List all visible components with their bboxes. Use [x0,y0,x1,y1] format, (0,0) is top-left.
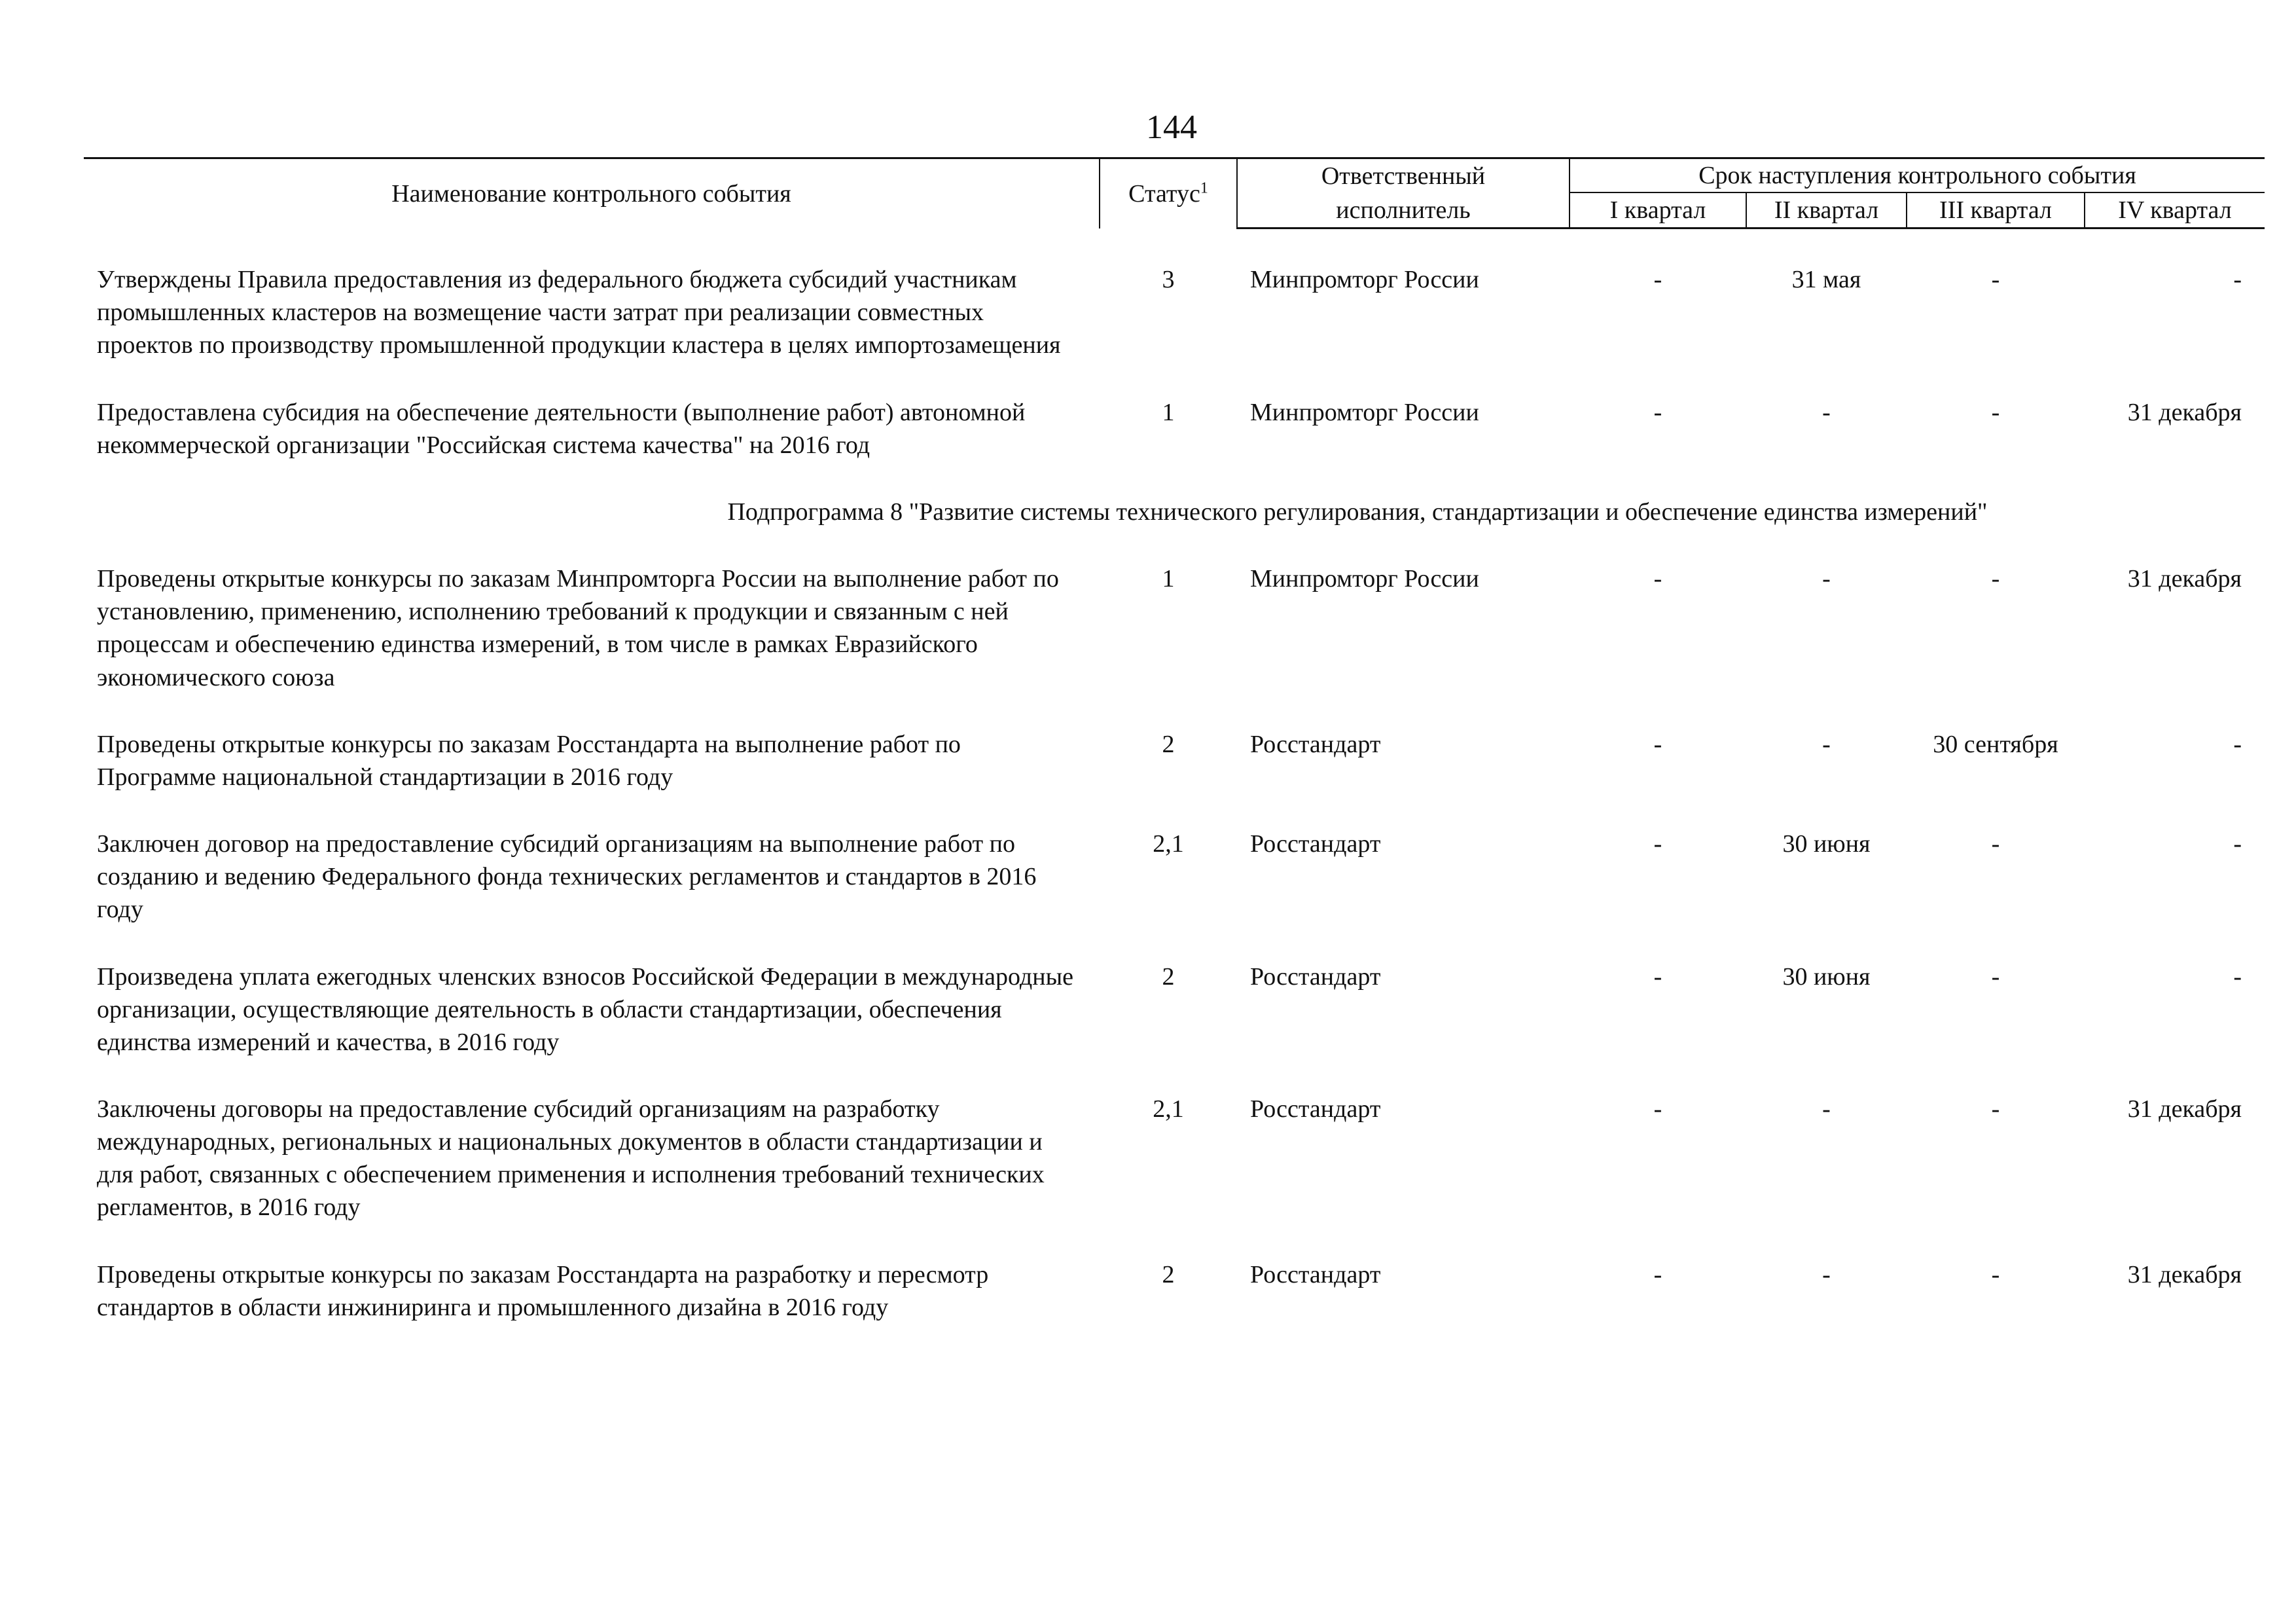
event-q3: - [1991,1260,2000,1288]
header-status-footnote: 1 [1200,179,1208,197]
event-q1: - [1653,830,1662,858]
table-row [84,263,2265,361]
event-q3: - [1991,398,2000,426]
event-q4: - [2233,830,2242,858]
event-q3: - [1991,962,2000,991]
header-executor-line1: Ответственный [1237,158,1570,193]
event-q3: - [1991,565,2000,593]
event-q1: - [1653,962,1662,991]
event-executor: Росстандарт [1250,1260,1381,1288]
table-row [84,1093,2265,1224]
table-row [84,562,2265,694]
event-name: Проведены открытые конкурсы по заказам Минпромторга России на выполнение работ по установлению, применению, исполнению требований к продукции и связанным с ней процессам и обеспечению единства измерений, в том числе в рамках Евразийского экономического союза [97,565,1059,691]
header-period: Срок наступления контрольного события [1570,158,2265,193]
event-status: 1 [1162,398,1175,426]
event-status: 2 [1162,730,1175,758]
event-q1: - [1653,266,1662,294]
table-row [84,960,2265,1059]
event-q2: 30 июня [1782,962,1871,991]
table-row [84,828,2265,926]
event-status: 2,1 [1153,1095,1184,1123]
event-q3: 30 сентября [1933,730,2058,758]
event-executor: Росстандарт [1250,1095,1381,1123]
event-name: Заключен договор на предоставление субсидий организациям на выполнение работ по созданию и ведению Федерального фонда технических регламентов и стандартов в 2016 году [97,830,1037,924]
header-status [1100,158,1237,228]
event-name: Произведена уплата ежегодных членских взносов Российской Федерации в международные организации, осуществляющие деятельность в области стандартизации, обеспечения единства измерений и качества, в 2016 году [97,962,1073,1056]
event-q4: - [2233,962,2242,991]
event-q4: - [2233,730,2242,758]
header-q3: III квартал [1907,192,2085,228]
event-q2: - [1822,1260,1831,1288]
event-executor: Минпромторг России [1250,266,1479,294]
event-q1: - [1653,1095,1662,1123]
event-name: Заключены договоры на предоставление субсидий организациям на разработку международных, региональных и национальных документов в области стандартизации и для работ, связанных с обеспечением применения и исполнения требований технических регламентов, в 2016 году [97,1095,1045,1222]
event-q2: - [1822,730,1831,758]
event-name: Проведены открытые конкурсы по заказам Росстандарта на разработку и пересмотр стандартов в области инжиниринга и промышленного дизайна в 2016 году [97,1260,989,1321]
event-executor: Росстандарт [1250,962,1381,991]
event-q4: 31 декабря [2127,1095,2242,1123]
table-body-second [84,562,2265,1358]
event-q2: - [1822,565,1831,593]
header-q4: IV квартал [2085,192,2265,228]
event-q2: 31 мая [1791,266,1861,294]
event-q2: - [1822,1095,1831,1123]
control-events-table [84,157,2265,1358]
event-name: Предоставлена субсидия на обеспечение деятельности (выполнение работ) автономной некоммерческой организации "Российская система качества" на 2016 год [97,398,1026,459]
event-executor: Минпромторг России [1250,398,1479,426]
header-name: Наименование контрольного события [84,158,1100,228]
header-q1: I квартал [1570,192,1746,228]
section-heading-group [84,496,2265,562]
event-q2: - [1822,398,1831,426]
event-q3: - [1991,1095,2000,1123]
event-q4: 31 декабря [2127,1260,2242,1288]
event-name: Проведены открытые конкурсы по заказам Росстандарта на выполнение работ по Программе национальной стандартизации в 2016 году [97,730,961,791]
page-number: 144 [1146,109,1197,146]
event-q3: - [1991,830,2000,858]
event-status: 2,1 [1153,830,1184,858]
event-q4: 31 декабря [2127,398,2242,426]
event-status: 1 [1162,565,1175,593]
event-executor: Росстандарт [1250,730,1381,758]
header-status-label: Статус [1128,179,1200,208]
table-row [84,396,2265,462]
event-q4: 31 декабря [2127,565,2242,593]
event-q3: - [1991,266,2000,294]
event-q1: - [1653,398,1662,426]
table-header [84,158,2265,228]
section-title: Подпрограмма 8 "Развитие системы технического регулирования, стандартизации и обеспечение единства измерений" [727,498,1988,526]
table-row [84,728,2265,793]
header-q2: II квартал [1746,192,1907,228]
event-status: 2 [1162,1260,1175,1288]
event-status: 2 [1162,962,1175,991]
event-status: 3 [1162,266,1175,294]
event-name: Утверждены Правила предоставления из федерального бюджета субсидий участникам промышленных кластеров на возмещение части затрат при реализации совместных проектов по производству промышленной продукции кластера в целях импортозамещения [97,266,1061,359]
event-q4: - [2233,266,2242,294]
event-q1: - [1653,1260,1662,1288]
event-executor: Росстандарт [1250,830,1381,858]
table-row [84,1258,2265,1324]
table-body-first [84,228,2265,496]
event-q1: - [1653,565,1662,593]
event-q1: - [1653,730,1662,758]
header-executor-line2: исполнитель [1237,192,1570,228]
event-executor: Минпромторг России [1250,565,1479,593]
event-q2: 30 июня [1782,830,1871,858]
